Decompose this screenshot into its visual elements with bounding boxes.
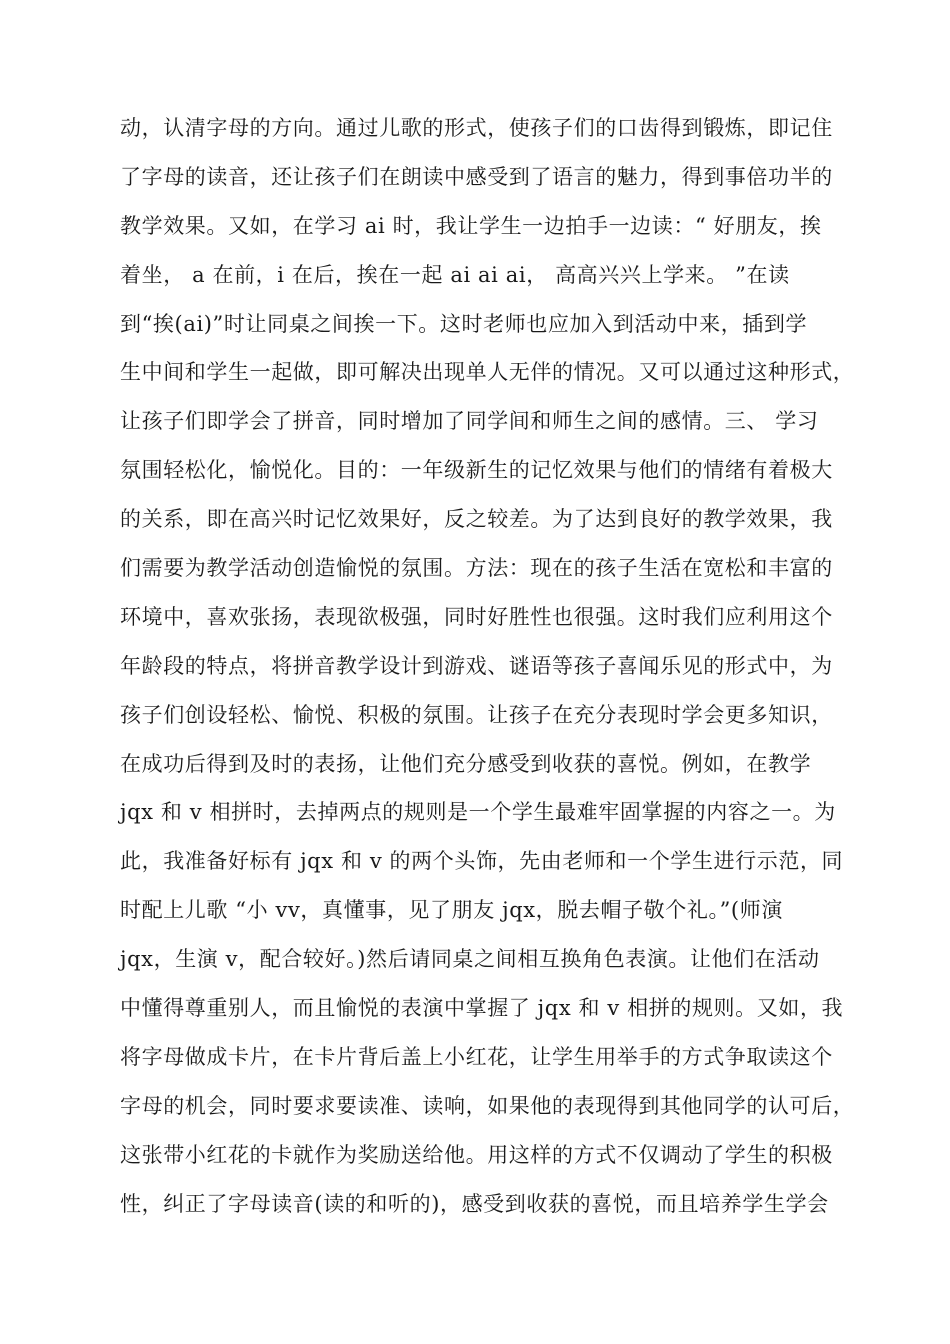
text-line: 生中间和学生一起做，即可解决出现单人无伴的情况。又可以通过这种形式， (120, 360, 855, 385)
text-line: 着坐， a 在前，i 在后，挨在一起 ai ai ai， 高高兴兴上学来。 ”在读 (120, 262, 790, 287)
text-line: 环境中，喜欢张扬，表现欲极强，同时好胜性也很强。这时我们应利用这个 (120, 604, 833, 629)
text-line: 将字母做成卡片，在卡片背后盖上小红花，让学生用举手的方式争取读这个 (120, 1044, 833, 1069)
text-line: 了字母的读音，还让孩子们在朗读中感受到了语言的魅力，得到事倍功半的 (120, 164, 833, 189)
text-line: 动，认清字母的方向。通过儿歌的形式，使孩子们的口齿得到锻炼，即记住 (120, 116, 833, 140)
text-line: 时配上儿歌 “小 vv，真懂事，见了朋友 jqx，脱去帽子敬个礼。”(师演 (120, 898, 783, 923)
text-line: 中懂得尊重别人，而且愉悦的表演中掌握了 jqx 和 v 相拼的规则。又如，我 (120, 996, 844, 1021)
text-line: 氛围轻松化，愉悦化。目的：一年级新生的记忆效果与他们的情绪有着极大 (120, 458, 833, 483)
text-line: 让孩子们即学会了拼音，同时增加了同学间和师生之间的感情。三、 学习 (120, 409, 819, 434)
text-line: 们需要为教学活动创造愉悦的氛围。方法：现在的孩子生活在宽松和丰富的 (120, 556, 833, 581)
text-line: jqx 和 v 相拼时，去掉两点的规则是一个学生最难牢固掌握的内容之一。为 (120, 800, 836, 825)
body-text (120, 104, 860, 1228)
text-line: 性，纠正了字母读音(读的和听的)，感受到收获的喜悦，而且培养学生学会 (120, 1191, 829, 1216)
text-line: 年龄段的特点，将拼音教学设计到游戏、谜语等孩子喜闻乐见的形式中，为 (120, 653, 833, 678)
text-line: 此，我准备好标有 jqx 和 v 的两个头饰，先由老师和一个学生进行示范，同 (120, 849, 844, 874)
text-line: 这张带小红花的卡就作为奖励送给他。用这样的方式不仅调动了学生的积极 (120, 1142, 833, 1167)
text-line: 孩子们创设轻松、愉悦、积极的氛围。让孩子在充分表现时学会更多知识， (120, 702, 833, 727)
text-line: 在成功后得到及时的表扬，让他们充分感受到收获的喜悦。例如，在教学 (120, 751, 812, 776)
text-line: 的关系，即在高兴时记忆效果好，反之较差。为了达到良好的教学效果，我 (120, 507, 833, 532)
text-line: 教学效果。又如，在学习 ai 时，我让学生一边拍手一边读：“ 好朋友，挨 (120, 213, 822, 238)
text-line: 字母的机会，同时要求要读准、读响，如果他的表现得到其他同学的认可后， (120, 1093, 855, 1118)
text-line: 到“挨(ai)”时让同桌之间挨一下。这时老师也应加入到活动中来，插到学 (120, 311, 808, 336)
text-line: jqx，生演 v，配合较好。)然后请同桌之间相互换角色表演。让他们在活动 (120, 947, 820, 972)
